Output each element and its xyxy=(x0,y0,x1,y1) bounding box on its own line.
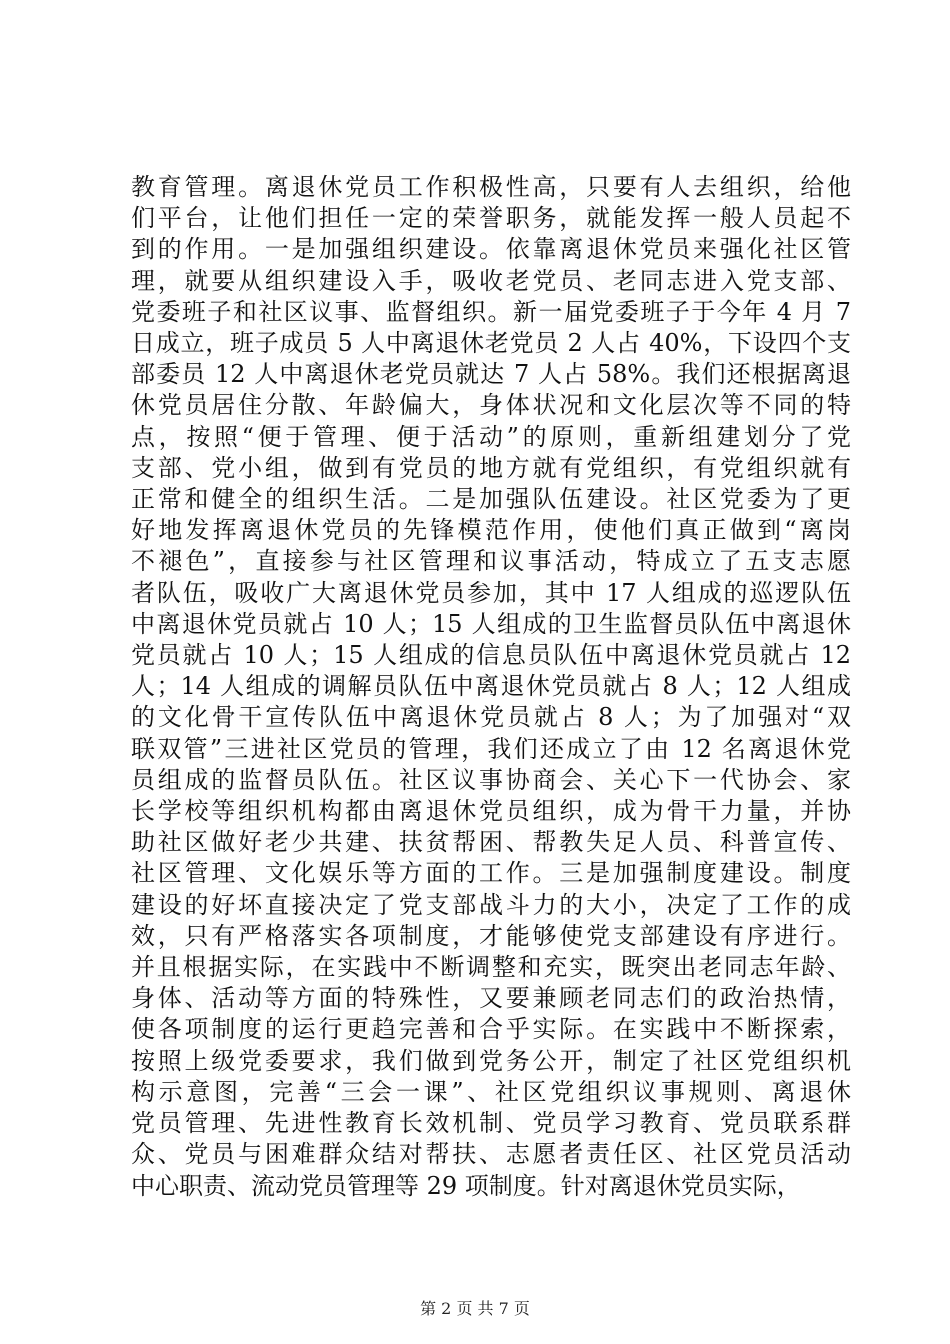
text-line: 不褪色”，直接参与社区管理和议事活动，特成立了五支志愿 xyxy=(131,547,851,576)
text-line: 者队伍，吸收广大离退休党员参加，其中 17 人组成的巡逻队伍 xyxy=(131,578,851,607)
text-line: 们平台，让他们担任一定的荣誉职务，就能发挥一般人员起不 xyxy=(131,204,851,233)
text-line: 部委员 12 人中离退休老党员就达 7 人占 58%。我们还根据离退 xyxy=(131,360,851,389)
page-number-footer: 第 2 页 共 7 页 xyxy=(420,1299,530,1318)
text-line: 员组成的监督员队伍。社区议事协商会、关心下一代协会、家 xyxy=(131,765,851,794)
text-line: 到的作用。一是加强组织建设。依靠离退休党员来强化社区管 xyxy=(131,235,851,264)
text-line: 党员管理、先进性教育长效机制、党员学习教育、党员联系群 xyxy=(131,1109,851,1138)
text-line: 休党员居住分散、年龄偏大，身体状况和文化层次等不同的特 xyxy=(131,391,851,420)
text-line: 党委班子和社区议事、监督组织。新一届党委班子于今年 4 月 7 xyxy=(131,297,851,326)
text-line: 联双管”三进社区党员的管理，我们还成立了由 12 名离退休党 xyxy=(131,734,851,763)
text-line: 的文化骨干宣传队伍中离退休党员就占 8 人；为了加强对“双 xyxy=(131,703,851,732)
text-line: 长学校等组织机构都由离退休党员组织，成为骨干力量，并协 xyxy=(131,797,851,826)
text-line: 身体、活动等方面的特殊性，又要兼顾老同志们的政治热情， xyxy=(131,984,851,1013)
text-line: 人；14 人组成的调解员队伍中离退休党员就占 8 人；12 人组成 xyxy=(131,672,851,701)
text-line: 众、党员与困难群众结对帮扶、志愿者责任区、社区党员活动 xyxy=(131,1140,851,1169)
text-line: 理，就要从组织建设入手，吸收老党员、老同志进入党支部、 xyxy=(131,266,851,295)
body-paragraph xyxy=(131,172,851,1202)
text-line: 按照上级党委要求，我们做到党务公开，制定了社区党组织机 xyxy=(131,1046,851,1075)
text-line: 中心职责、流动党员管理等 29 项制度。针对离退休党员实际， xyxy=(131,1171,801,1200)
text-line: 并且根据实际，在实践中不断调整和充实，既突出老同志年龄、 xyxy=(131,953,851,982)
text-line: 使各项制度的运行更趋完善和合乎实际。在实践中不断探索， xyxy=(131,1015,851,1044)
text-line: 点，按照“便于管理、便于活动”的原则，重新组建划分了党 xyxy=(131,422,851,451)
text-line: 社区管理、文化娱乐等方面的工作。三是加强制度建设。制度 xyxy=(131,859,851,888)
text-line: 教育管理。离退休党员工作积极性高，只要有人去组织，给他 xyxy=(131,173,851,201)
text-line: 好地发挥离退休党员的先锋模范作用，使他们真正做到“离岗 xyxy=(131,516,851,545)
text-line: 建设的好坏直接决定了党支部战斗力的大小，决定了工作的成 xyxy=(131,890,851,919)
text-line: 日成立，班子成员 5 人中离退休老党员 2 人占 40%，下设四个支 xyxy=(131,329,851,358)
text-line: 党员就占 10 人；15 人组成的信息员队伍中离退休党员就占 12 xyxy=(131,641,851,670)
text-line: 支部、党小组，做到有党员的地方就有党组织，有党组织就有 xyxy=(131,453,851,482)
text-line: 正常和健全的组织生活。二是加强队伍建设。社区党委为了更 xyxy=(131,485,851,514)
text-line: 效，只有严格落实各项制度，才能够使党支部建设有序进行。 xyxy=(131,921,851,950)
text-line: 构示意图，完善“三会一课”、社区党组织议事规则、离退休 xyxy=(131,1077,851,1106)
text-line: 中离退休党员就占 10 人；15 人组成的卫生监督员队伍中离退休 xyxy=(131,609,851,638)
text-line: 助社区做好老少共建、扶贫帮困、帮教失足人员、科普宣传、 xyxy=(131,828,851,857)
